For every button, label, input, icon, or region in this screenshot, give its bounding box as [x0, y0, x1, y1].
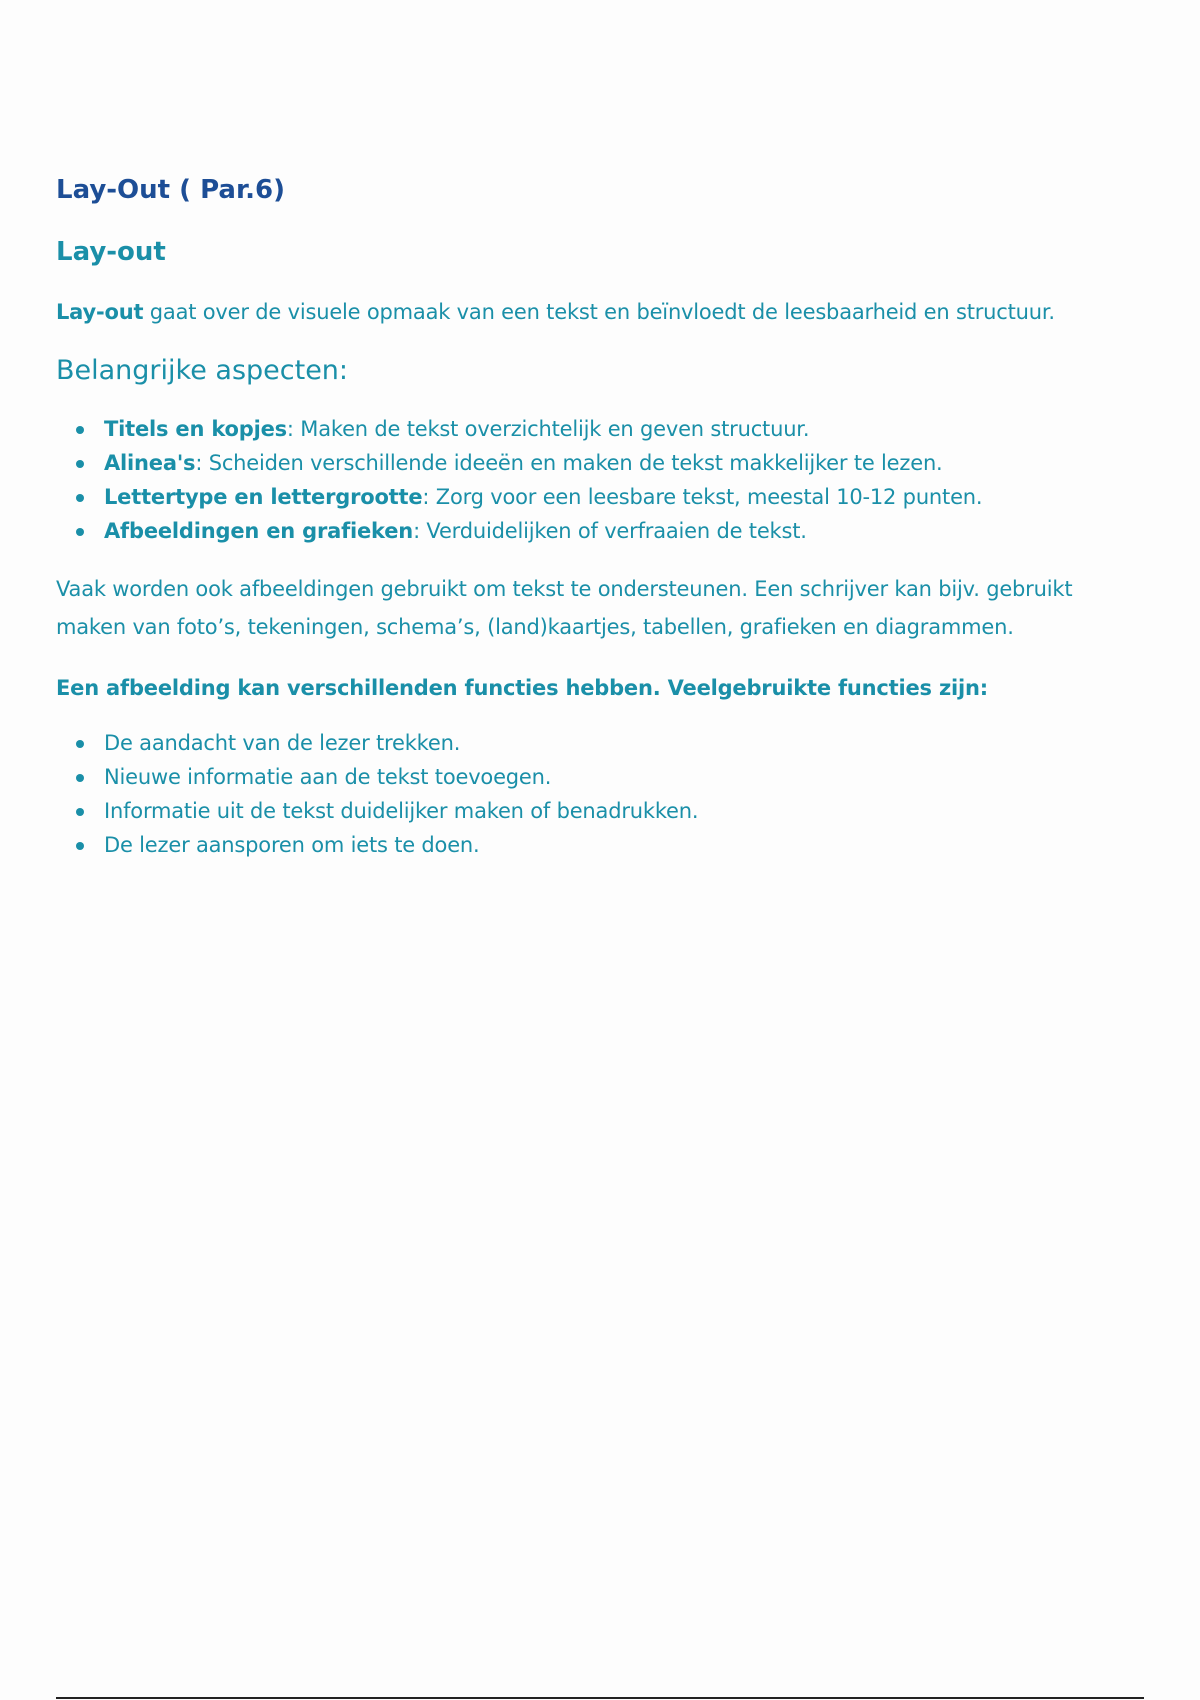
images-paragraph: Vaak worden ook afbeeldingen gebruikt om tekst te ondersteunen. Een schrijver kan bijv. gebruikt maken van foto’s, tekeningen, schema’s, (land)kaartjes, tabellen, grafieken en diagrammen. [56, 577, 1073, 639]
functions-heading: Een afbeelding kan verschillenden functies hebben. Veelgebruikte functies zijn: [56, 676, 988, 700]
function-text: De aandacht van de lezer trekken. [104, 731, 461, 755]
list-item [56, 726, 1146, 760]
aspect-text: : Scheiden verschillende ideeën en maken de tekst makkelijker te lezen. [195, 451, 943, 475]
function-text: Informatie uit de tekst duidelijker maken of benadrukken. [104, 799, 699, 823]
bullet-icon [76, 426, 84, 434]
list-item [56, 514, 1146, 548]
aspect-term: Alinea's [104, 451, 196, 475]
bullet-icon [76, 460, 84, 468]
bullet-icon [76, 494, 84, 502]
list-item [56, 828, 1146, 862]
list-item [56, 446, 1146, 480]
aspects-list [56, 412, 1146, 548]
aspect-text: : Zorg voor een leesbare tekst, meestal 10-12 punten. [422, 485, 983, 509]
list-item [56, 412, 1146, 446]
intro-term: Lay-out [56, 300, 144, 324]
list-item [56, 760, 1146, 794]
aspect-term: Lettertype en lettergrootte [104, 485, 423, 509]
bullet-icon [76, 808, 84, 816]
aspect-term: Afbeeldingen en grafieken [104, 519, 414, 543]
page-title: Lay-Out ( Par.6) [56, 175, 285, 205]
list-item [56, 480, 1146, 514]
bullet-icon [76, 842, 84, 850]
intro-text: gaat over de visuele opmaak van een tekst en beïnvloedt de leesbaarheid en structuur. [143, 300, 1055, 324]
bullet-icon [76, 774, 84, 782]
list-item [56, 794, 1146, 828]
bullet-icon [76, 528, 84, 536]
aspect-term: Titels en kopjes [104, 417, 287, 441]
function-text: Nieuwe informatie aan de tekst toevoegen. [104, 765, 552, 789]
document-content [56, 170, 1146, 862]
aspects-heading: Belangrijke aspecten: [56, 355, 349, 386]
aspect-text: : Maken de tekst overzichtelijk en geven structuur. [286, 417, 810, 441]
function-text: De lezer aansporen om iets te doen. [104, 833, 480, 857]
intro-paragraph [56, 294, 1146, 330]
bullet-icon [76, 740, 84, 748]
functions-list [56, 726, 1146, 862]
section-heading: Lay-out [56, 237, 166, 267]
footer-divider [56, 1697, 1144, 1699]
aspect-text: : Verduidelijken of verfraaien de tekst. [413, 519, 807, 543]
